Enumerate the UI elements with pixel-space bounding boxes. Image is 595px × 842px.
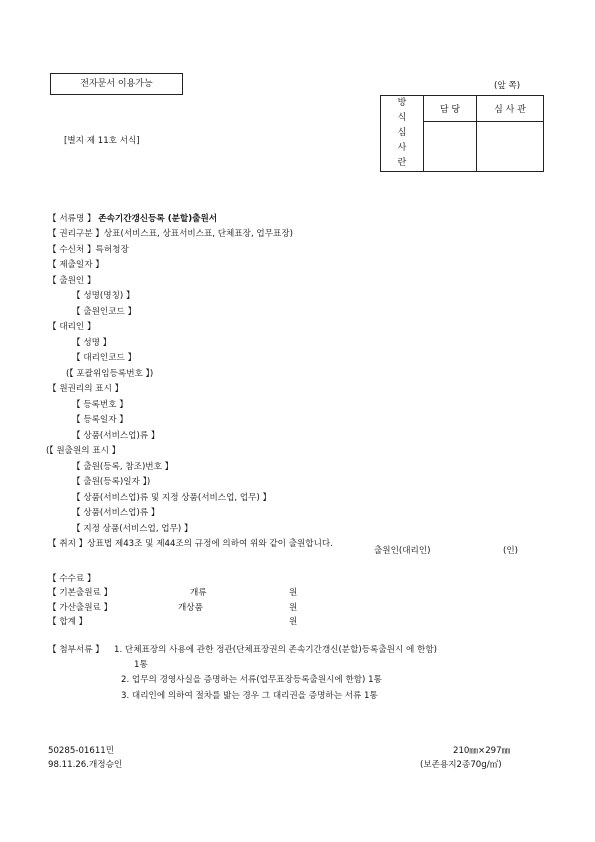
fee-label: 【 가산출원료 】 [48, 602, 113, 613]
fee-label: 【 합계 】 [48, 617, 88, 627]
document-name-row [48, 212, 217, 224]
form-field-row: 【 출원(등록, 참조)번호 】 [72, 462, 174, 472]
method-review-label [381, 96, 423, 171]
form-number: [별지 제 11호 서식] [64, 136, 140, 146]
form-field-row: 【 대리인코드 】 [72, 353, 137, 363]
page-side-label: (앞 쪽) [494, 81, 521, 91]
approval-date: 98.11.26.개정승인 [48, 760, 123, 770]
form-field-row: 【 성명(명칭) 】 [72, 291, 135, 301]
fee-unit: 개상품 [178, 602, 203, 613]
form-field-row: 【 출원(등록)일자 】) [72, 477, 151, 487]
fees-title: 【 수수료 】 [48, 574, 96, 584]
document-name-label: 【 서류명 】 [48, 214, 96, 224]
method-review-char: 심 [397, 128, 407, 138]
form-field-row: 【 지정 상품(서비스업, 업무) 】 [72, 524, 193, 534]
electronic-document-box: 전자문서 이용가능 [50, 73, 183, 95]
seal-mark: (인) [503, 546, 519, 556]
form-field-row: 【 상품(서비스업)류 및 지정 상품(서비스업, 업무) 】 [72, 493, 272, 503]
attachment-item-1-count: 1통 [134, 660, 148, 670]
method-review-char: 란 [397, 158, 407, 168]
form-field-row: 【 출원인 】 [48, 276, 96, 286]
fee-unit: 개류 [190, 588, 207, 598]
examiner-header: 심 사 관 [477, 96, 544, 122]
examiner-signature-cell [477, 122, 544, 172]
form-field-row: 【 원권리의 표시 】 [48, 384, 124, 394]
form-code: 50285-01611민 [48, 746, 115, 756]
form-field-row: (【 포괄위임등록번호 】) [66, 369, 154, 379]
method-review-char: 방 [397, 98, 407, 108]
form-field-row: 【 출원인코드 】 [72, 307, 137, 317]
form-field-row: 【 상품(서비스업)류 】 [72, 431, 160, 441]
attachment-item-2: 2. 업무의 경영사실을 증명하는 서류(업무표장등록출원시에 한함) 1통 [121, 675, 382, 685]
document-name: 존속기간갱신등록 (분할)출원서 [98, 214, 218, 224]
method-review-char: 식 [397, 113, 407, 123]
paper-type: (보존용지2종70g/㎡) [420, 760, 502, 770]
form-field-row: 【 등록번호 】 [72, 400, 128, 410]
form-field-row: 【 취지 】상표법 제43조 및 제44조의 규정에 의하여 위와 같이 출원합니다. [48, 539, 333, 549]
attachment-item-1: 1. 단체표장의 사용에 관한 정관(단체표장권의 존속기간갱신(분할)등록출원시 에 한함) [114, 645, 437, 655]
form-field-row: 【 성명 】 [72, 338, 112, 348]
attachment-item-3: 3. 대리인에 의하여 절차를 밟는 경우 그 대리권을 증명하는 서류 1통 [121, 691, 378, 701]
form-field-row: 【 등록일자 】 [72, 415, 128, 425]
in-charge-signature-cell [424, 122, 477, 172]
approval-table [380, 95, 544, 172]
applicant-signature-label: 출원인(대리인) [374, 546, 431, 556]
fee-won: 원 [289, 588, 298, 598]
form-field-row: 【 상품(서비스업)류 】 [72, 508, 160, 518]
fee-won: 원 [289, 617, 298, 627]
in-charge-header: 담 당 [424, 96, 477, 122]
paper-size: 210㎜×297㎜ [453, 746, 511, 756]
method-review-cell [381, 96, 424, 172]
form-field-row: 【 수신처 】특허청장 [48, 245, 129, 255]
form-field-row: 【 제출일자 】 [48, 260, 104, 270]
form-field-row: (【 원출원의 표시 】 [46, 446, 121, 456]
form-field-row: 【 권리구분 】상표(서비스표, 상표서비스표, 단체표장, 업무표장) [48, 229, 293, 239]
fee-label: 【 기본출원료 】 [48, 588, 113, 598]
fee-won: 원 [289, 602, 298, 613]
form-field-row: 【 대리인 】 [48, 322, 96, 332]
method-review-char: 사 [397, 143, 407, 153]
attachments-label: 【 첨부서류 】 [48, 645, 104, 655]
